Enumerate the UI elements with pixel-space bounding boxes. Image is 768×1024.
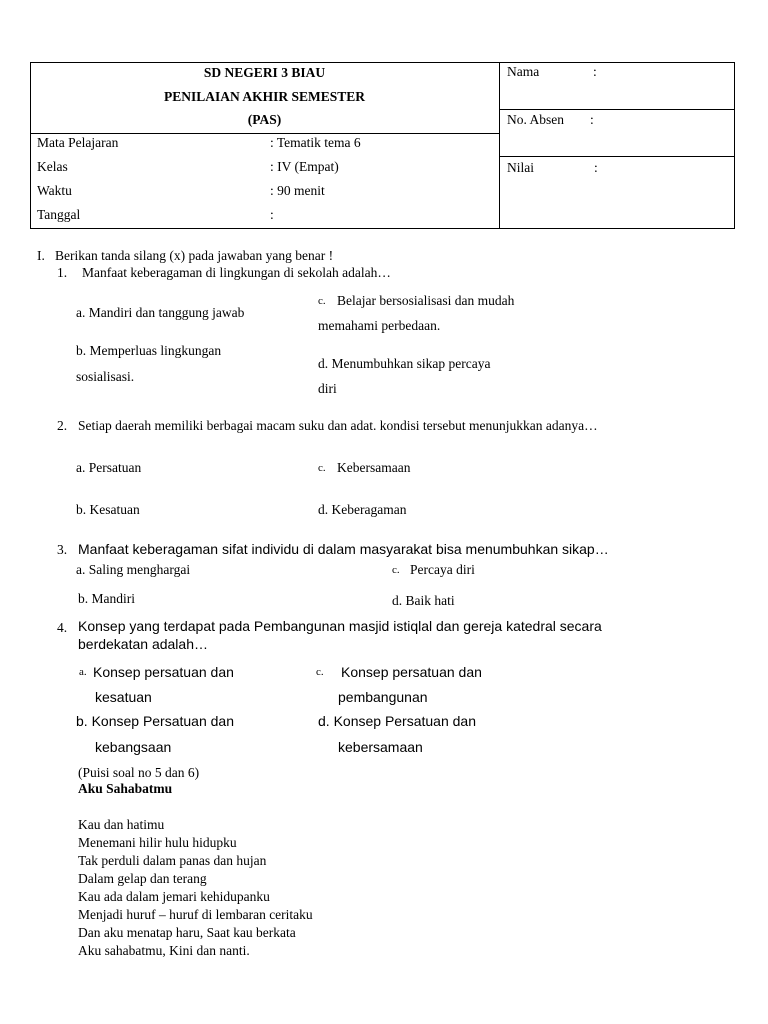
- q4-option-c-line2: pembangunan: [338, 689, 428, 705]
- poem-title: Aku Sahabatmu: [78, 781, 173, 796]
- student-name-label: Nama: [507, 64, 540, 79]
- section-instruction: Berikan tanda silang (x) pada jawaban yang benar !: [55, 248, 334, 263]
- poem-line: Kau dan hatimu: [78, 817, 165, 832]
- q2-option-a: a. Persatuan: [76, 460, 142, 475]
- header-divider-vertical: [499, 62, 500, 229]
- header-divider-left: [30, 133, 499, 134]
- q4-option-a-line1: Konsep persatuan dan: [93, 664, 234, 680]
- poem-body: [78, 817, 313, 961]
- poem-line: Dalam gelap dan terang: [78, 871, 207, 886]
- q1-option-c-line1: Belajar bersosialisasi dan mudah: [337, 293, 515, 308]
- q4-option-d-line1: d. Konsep Persatuan dan: [318, 713, 477, 729]
- q4-option-c-line1: Konsep persatuan dan: [341, 664, 482, 680]
- poem-note: (Puisi soal no 5 dan 6): [78, 765, 200, 780]
- q4-number: 4.: [57, 620, 68, 635]
- q2-number: 2.: [57, 418, 68, 433]
- q3-text: Manfaat keberagaman sifat individu di dalam masyarakat bisa menumbuhkan sikap…: [78, 541, 609, 557]
- q4-option-a-letter: a.: [79, 666, 87, 678]
- field-label-time: Waktu: [37, 183, 72, 198]
- q2-text: Setiap daerah memiliki berbagai macam suku dan adat. kondisi tersebut menunjukkan adanya…: [78, 418, 598, 433]
- poem-line: Menjadi huruf – huruf di lembaran ceritaku: [78, 907, 313, 922]
- q2-option-b: b. Kesatuan: [76, 502, 140, 517]
- poem-line: Kau ada dalam jemari kehidupanku: [78, 889, 270, 904]
- q4-text-line2: berdekatan adalah…: [78, 636, 208, 652]
- poem-line: Tak perduli dalam panas dan hujan: [78, 853, 267, 868]
- field-label-date: Tanggal: [37, 207, 81, 222]
- q1-option-d-line1: d. Menumbuhkan sikap percaya: [318, 356, 491, 371]
- header-divider-right-1: [499, 109, 735, 110]
- q1-number: 1.: [57, 265, 68, 280]
- q1-option-b-line1: b. Memperluas lingkungan: [76, 343, 222, 358]
- student-absen-label: No. Absen: [507, 112, 564, 127]
- exam-title: PENILAIAN AKHIR SEMESTER: [163, 89, 366, 104]
- q1-option-d-line2: diri: [318, 381, 337, 396]
- field-value-subject: : Tematik tema 6: [270, 135, 361, 150]
- q3-option-b: b. Mandiri: [78, 591, 135, 606]
- poem-line: Menemani hilir hulu hidupku: [78, 835, 237, 850]
- poem-line: Dan aku menatap haru, Saat kau berkata: [78, 925, 296, 940]
- field-value-class: : IV (Empat): [270, 159, 339, 174]
- q4-text-line1: Konsep yang terdapat pada Pembangunan masjid istiqlal dan gereja katedral secara: [78, 618, 602, 634]
- student-absen-colon: :: [590, 112, 594, 127]
- q3-option-c: Percaya diri: [410, 562, 475, 577]
- q4-option-d-line2: kebersamaan: [338, 739, 423, 755]
- q4-option-c-letter: c.: [316, 666, 324, 678]
- q2-option-d: d. Keberagaman: [318, 502, 407, 517]
- q3-number: 3.: [57, 542, 68, 557]
- poem-line: Aku sahabatmu, Kini dan nanti.: [78, 943, 250, 958]
- student-name-colon: :: [593, 64, 597, 79]
- q2-option-c: Kebersamaan: [337, 460, 411, 475]
- q1-option-c-line2: memahami perbedaan.: [318, 318, 441, 333]
- exam-abbr: (PAS): [247, 112, 282, 127]
- q1-text: Manfaat keberagaman di lingkungan di sekolah adalah…: [82, 265, 391, 280]
- header-divider-right-2: [499, 156, 735, 157]
- q1-option-b-line2: sosialisasi.: [76, 369, 135, 384]
- q1-option-c-letter: c.: [318, 295, 326, 307]
- q4-option-a-line2: kesatuan: [95, 689, 152, 705]
- field-label-class: Kelas: [37, 159, 68, 174]
- student-score-colon: :: [594, 160, 598, 175]
- header-table: [30, 62, 735, 229]
- section-roman: I.: [37, 248, 45, 263]
- school-name: SD NEGERI 3 BIAU: [203, 65, 326, 80]
- q3-option-c-letter: c.: [392, 564, 400, 576]
- q3-option-d: d. Baik hati: [392, 593, 455, 608]
- q2-option-c-letter: c.: [318, 462, 326, 474]
- field-label-subject: Mata Pelajaran: [37, 135, 119, 150]
- q1-option-a: a. Mandiri dan tanggung jawab: [76, 305, 245, 320]
- field-value-date: :: [270, 207, 274, 222]
- q3-option-a: a. Saling menghargai: [76, 562, 191, 577]
- q4-option-b-line1: b. Konsep Persatuan dan: [76, 713, 235, 729]
- q4-option-b-line2: kebangsaan: [95, 739, 172, 755]
- student-score-label: Nilai: [507, 160, 534, 175]
- field-value-time: : 90 menit: [270, 183, 325, 198]
